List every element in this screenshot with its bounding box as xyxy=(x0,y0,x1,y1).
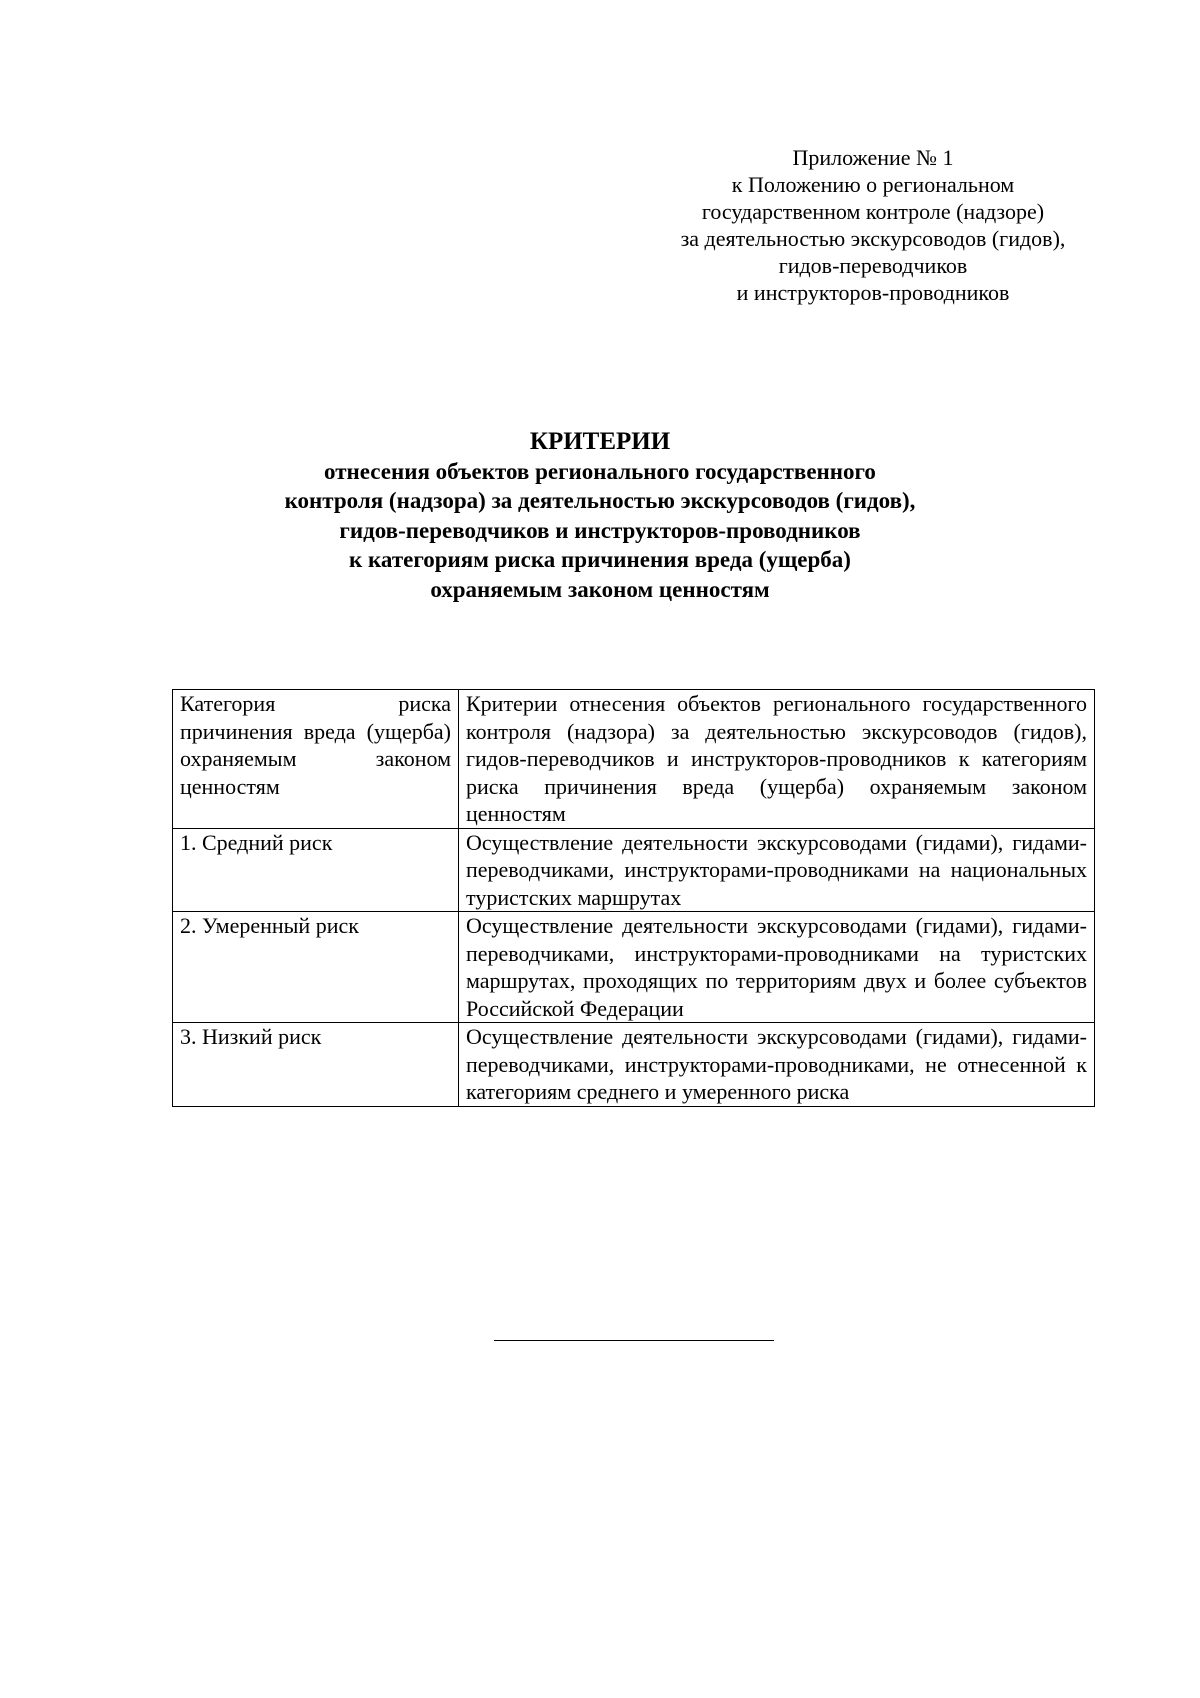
table-header-row xyxy=(173,690,1095,829)
title-line: контроля (надзора) за деятельностью экскурсоводов (гидов), xyxy=(284,488,916,513)
table-row xyxy=(173,912,1095,1023)
appendix-line: государственном контроле (надзоре) xyxy=(701,199,1045,224)
title-line: отнесения объектов регионального государственного xyxy=(324,458,876,484)
appendix-line: за деятельностью экскурсоводов (гидов), xyxy=(680,226,1066,251)
criteria-cell: Осуществление деятельности экскурсоводами (гидами), гидами-переводчиками, инструкторами-проводниками на национальных туристских маршрутах xyxy=(459,828,1095,912)
criteria-cell: Осуществление деятельности экскурсоводами (гидами), гидами-переводчиками, инструкторами-проводниками, не отнесенной к категориям среднего и умеренного риска xyxy=(459,1023,1095,1107)
document-title xyxy=(100,427,1100,604)
title-line: гидов-переводчиков и инструкторов-проводников xyxy=(339,517,861,543)
title-line: к категориям риска причинения вреда (ущерба) xyxy=(349,547,851,572)
appendix-line: Приложение № 1 xyxy=(792,145,954,170)
title-line: охраняемым законом ценностям xyxy=(430,576,770,602)
category-cell: 1. Средний риск xyxy=(173,828,459,912)
appendix-line: к Положению о региональном xyxy=(731,172,1015,197)
appendix-reference xyxy=(600,144,1146,306)
end-divider xyxy=(494,1340,774,1341)
category-cell: 2. Умеренный риск xyxy=(173,912,459,1023)
table-row xyxy=(173,828,1095,912)
header-category-cell: Категория риска причинения вреда (ущерба) охраняемым законом ценностям xyxy=(173,690,459,829)
header-criteria-cell: Критерии отнесения объектов регионального государственного контроля (надзора) за деятельностью экскурсоводов (гидов), гидов-переводчиков и инструкторов-проводников к категориям риска причинения вреда (ущерба) охраняемым законом ценностям xyxy=(459,690,1095,829)
category-cell: 3. Низкий риск xyxy=(173,1023,459,1107)
appendix-line: и инструкторов-проводников xyxy=(736,280,1010,305)
table-row xyxy=(173,1023,1095,1107)
appendix-line: гидов-переводчиков xyxy=(778,253,968,278)
title-heading: КРИТЕРИИ xyxy=(529,428,671,455)
risk-criteria-table xyxy=(172,689,1095,1107)
criteria-cell: Осуществление деятельности экскурсоводами (гидами), гидами-переводчиками, инструкторами-проводниками на туристских маршрутах, проходящих по территориям двух и более субъектов Российской Федерации xyxy=(459,912,1095,1023)
